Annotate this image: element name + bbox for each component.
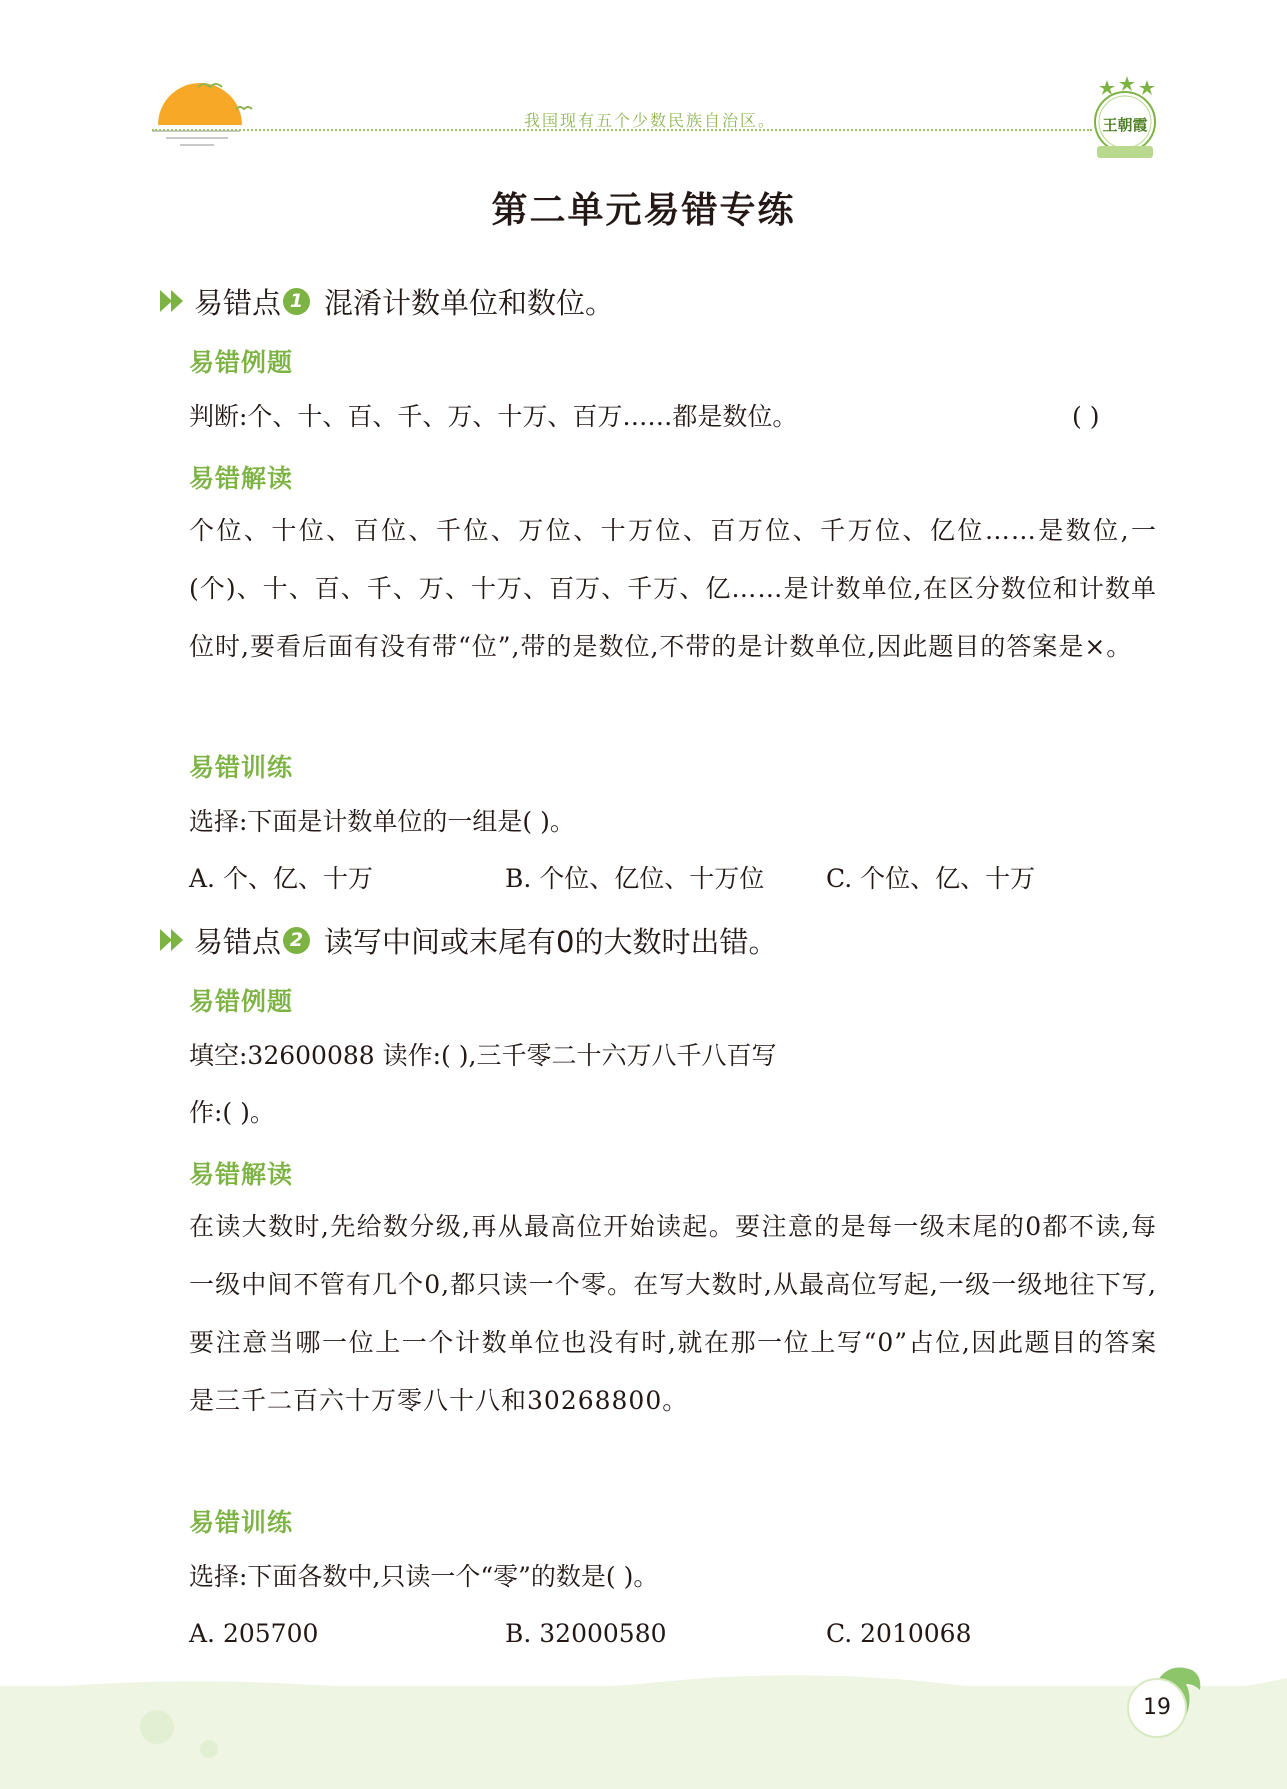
section-2-number: 2 xyxy=(283,927,310,954)
bubble-decoration xyxy=(140,1710,174,1744)
header-note: 我国现有五个少数民族自治区。 xyxy=(524,111,777,130)
section-2-option-a[interactable]: A. 205700 xyxy=(189,1619,319,1648)
section-1-option-b[interactable]: B. 个位、亿位、十万位 xyxy=(505,864,765,893)
section-2-example-line2: 作:( )。 xyxy=(189,1098,275,1127)
section-2-option-c[interactable]: C. 2010068 xyxy=(826,1619,972,1648)
section-1-analysis-text: 个位、十位、百位、千位、万位、十万位、百万位、千万位、亿位……是数位,一(个)、十、百、千、万、十万、百万、千万、亿……是计数单位,在区分数位和计数单位时,要看后面有没有带“位”,带的是数位,不带的是计数单位,因此题目的答案是×。 xyxy=(189,516,1157,661)
page-title: 第二单元易错专练 xyxy=(491,190,796,231)
section-2-practice-text: 选择:下面各数中,只读一个“零”的数是( )。 xyxy=(189,1562,659,1591)
section-2-analysis-text: 在读大数时,先给数分级,再从最高位开始读起。要注意的是每一级末尾的0都不读,每一级中间不管有几个0,都只读一个零。在写大数时,从最高位写起,一级一级地往下写,要注意当哪一位上一个计数单位也没有时,就在那一位上写“0”占位,因此题目的答案是三千二百六十万零八十八和30268800。 xyxy=(189,1212,1157,1415)
section-2-title: 读写中间或末尾有0的大数时出错。 xyxy=(324,924,778,959)
section-1-analysis-label: 易错解读 xyxy=(189,464,294,493)
section-1-option-c[interactable]: C. 个位、亿、十万 xyxy=(826,864,1036,893)
section-1-answer-paren[interactable]: ( ) xyxy=(1072,402,1100,431)
section-2-example-line1: 填空:32600088 读作:( ),三千零二十六万八千八百写 xyxy=(189,1041,777,1070)
sun-logo-icon xyxy=(150,75,260,150)
double-arrow-icon xyxy=(160,927,188,953)
section-1-label: 易错点 xyxy=(194,285,282,320)
section-2-heading xyxy=(160,920,777,960)
page-number: 19 xyxy=(1127,1678,1187,1738)
section-2-option-b[interactable]: B. 32000580 xyxy=(505,1619,667,1648)
section-2-example-label: 易错例题 xyxy=(189,987,294,1016)
section-2-analysis-label: 易错解读 xyxy=(189,1160,294,1189)
section-1-example-text: 判断:个、十、百、千、万、十万、百万……都是数位。 xyxy=(189,402,798,431)
double-arrow-icon xyxy=(160,288,188,314)
brand-logo-icon xyxy=(1085,74,1165,166)
section-1-example-label: 易错例题 xyxy=(189,348,294,377)
section-2-practice-label: 易错训练 xyxy=(189,1508,294,1537)
bottom-band xyxy=(0,1686,1287,1789)
section-1-practice-label: 易错训练 xyxy=(189,753,294,782)
section-2-label: 易错点 xyxy=(194,924,282,959)
section-1-heading xyxy=(160,281,614,321)
section-1-title: 混淆计数单位和数位。 xyxy=(324,285,615,320)
section-1-number: 1 xyxy=(283,288,310,315)
bubble-decoration xyxy=(200,1740,218,1758)
section-1-practice-text: 选择:下面是计数单位的一组是( )。 xyxy=(189,807,575,836)
brand-logo-text: 王朝霞 xyxy=(1102,116,1148,134)
section-1-option-a[interactable]: A. 个、亿、十万 xyxy=(189,864,373,893)
